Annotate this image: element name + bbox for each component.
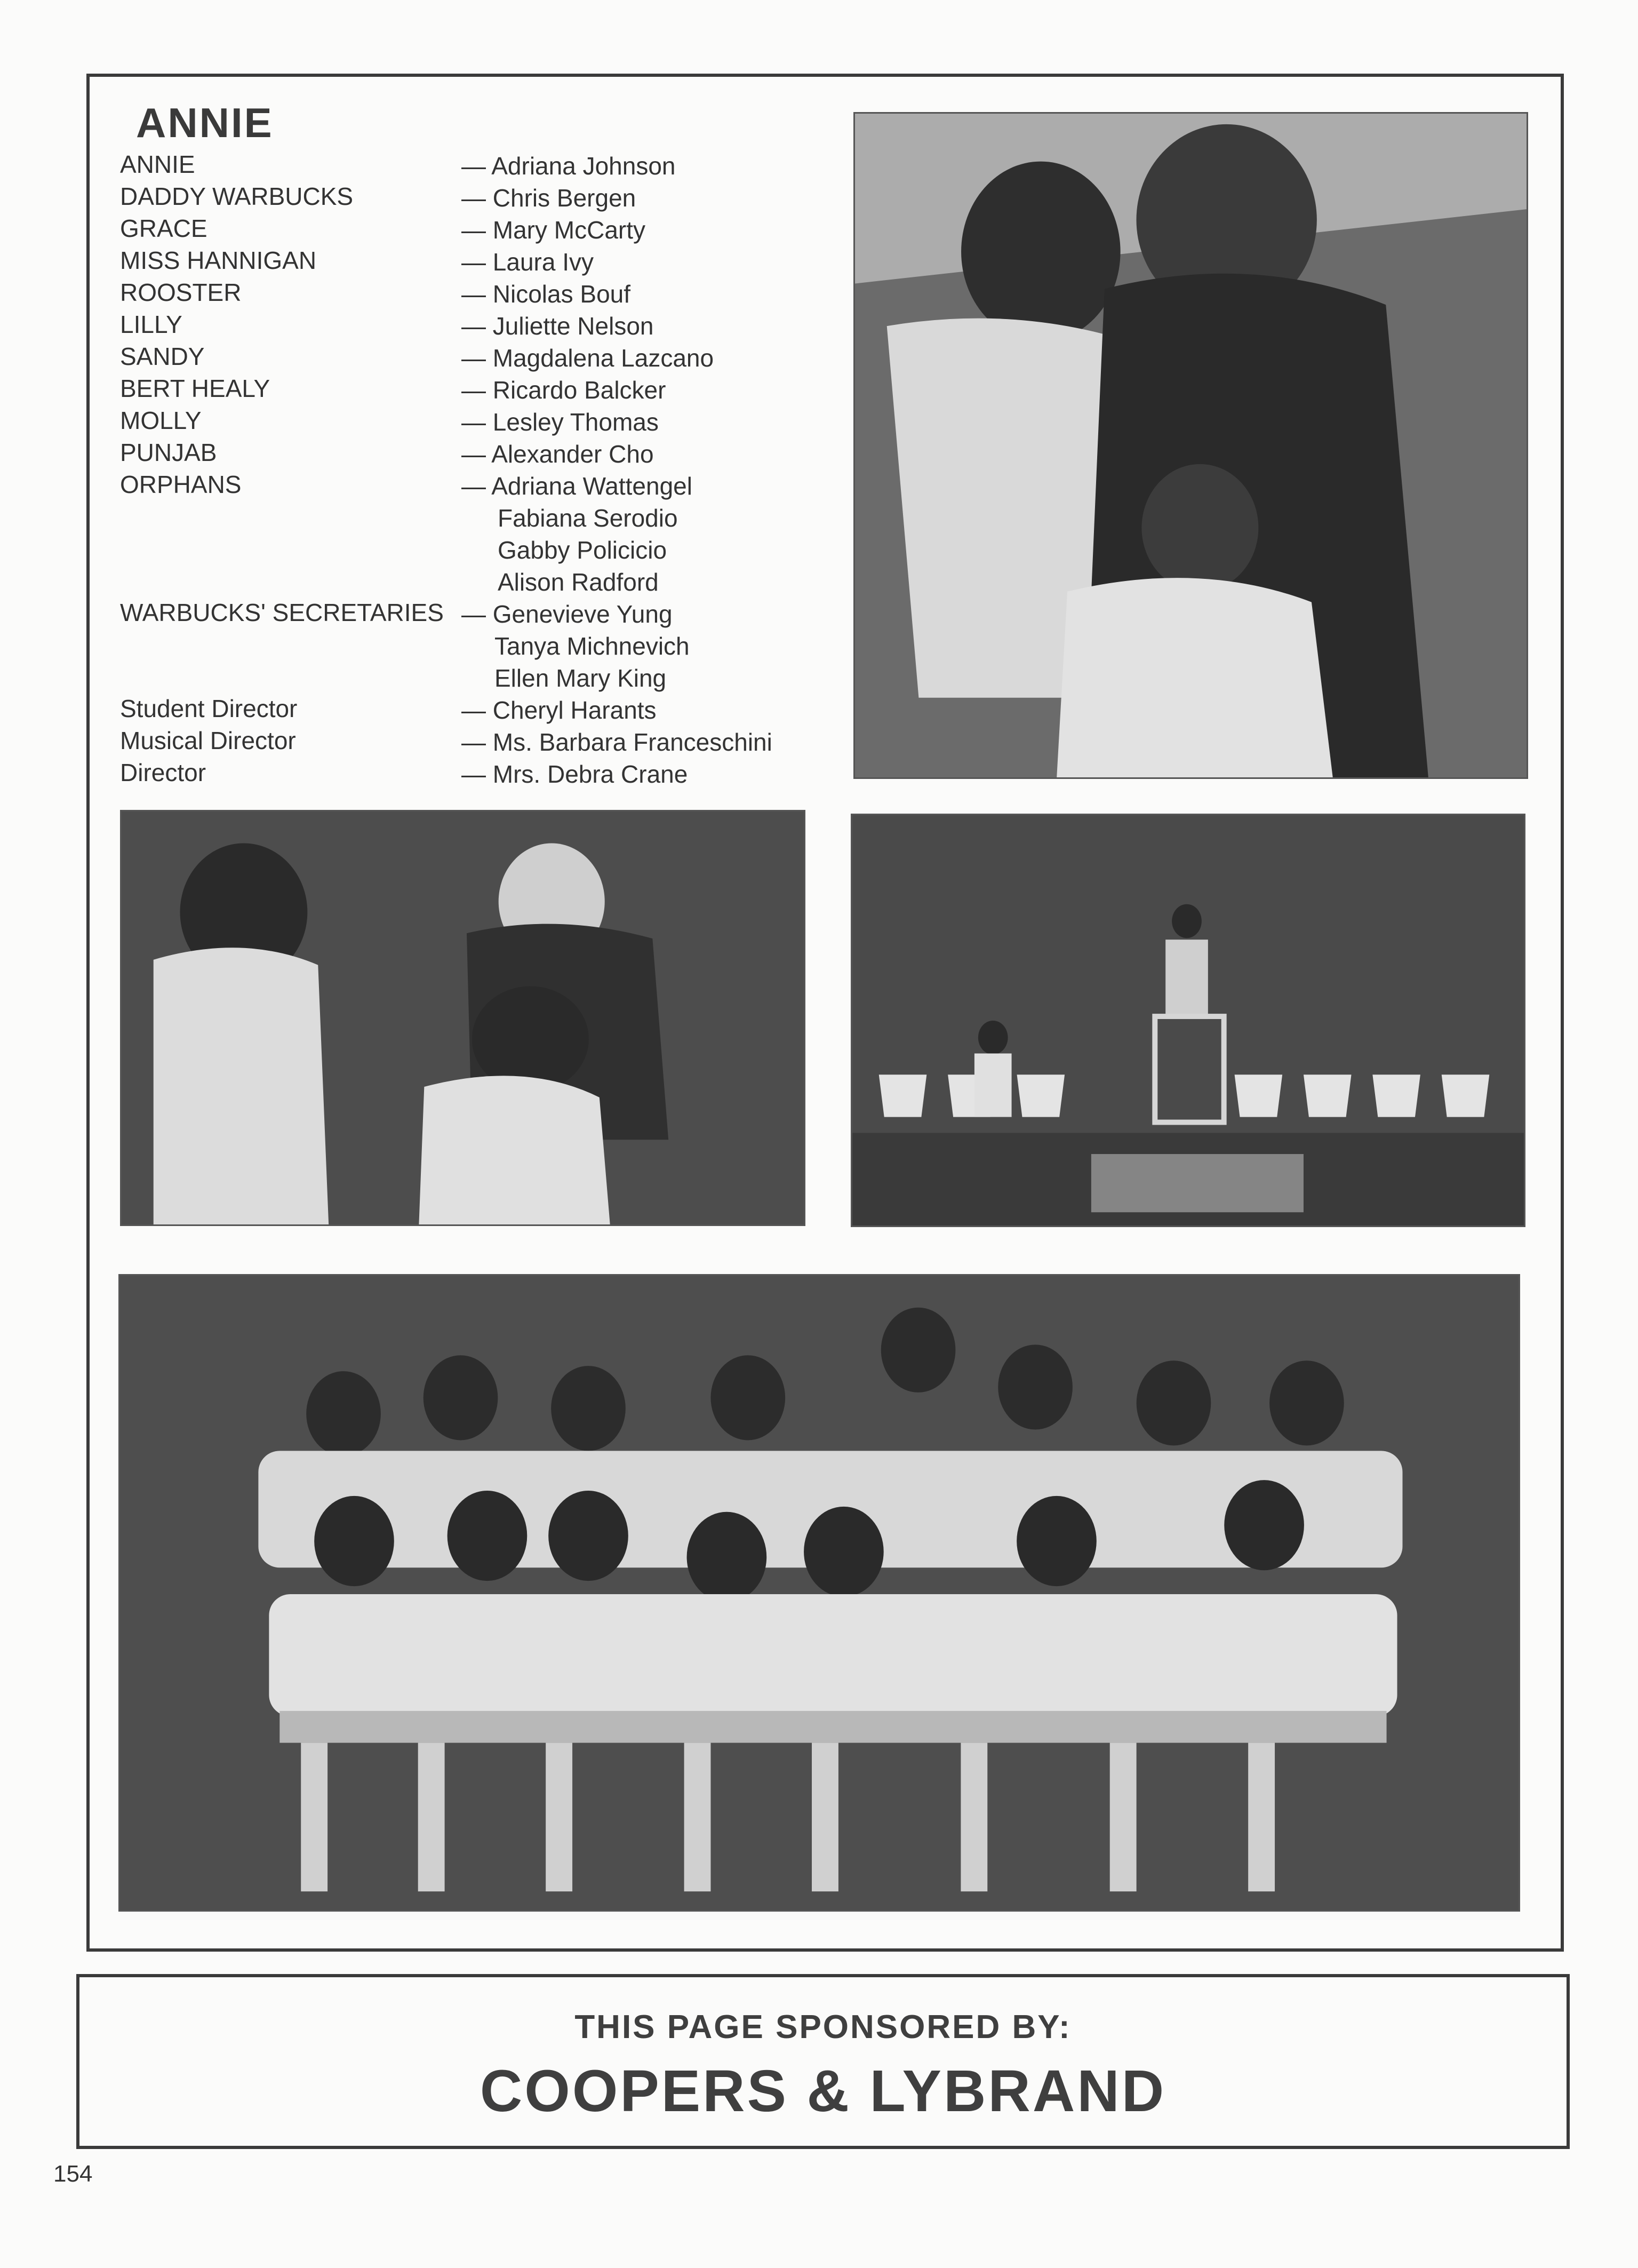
sponsor-label: THIS PAGE SPONSORED BY: <box>574 2009 1072 2046</box>
cast-actor: Fabiana Serodio <box>498 504 678 532</box>
cast-role: MISS HANNIGAN <box>120 246 317 274</box>
cast-actor: Alison Radford <box>498 568 659 596</box>
cast-actor: — Ms. Barbara Franceschini <box>461 728 772 756</box>
cast-actor: — Lesley Thomas <box>461 408 659 436</box>
cast-role: Musical Director <box>120 727 296 754</box>
cast-role: Student Director <box>120 695 298 722</box>
cast-role: WARBUCKS' SECRETARIES <box>120 599 444 626</box>
cast-actor: — Chris Bergen <box>461 184 636 212</box>
cast-actor: — Adriana Wattengel <box>461 472 692 500</box>
cast-actor: Gabby Policicio <box>498 536 667 564</box>
cast-role: MOLLY <box>120 407 202 434</box>
photo-stage-chairs <box>851 814 1525 1227</box>
cast-actor: — Genevieve Yung <box>461 600 673 628</box>
cast-actor: — Mary McCarty <box>461 216 645 244</box>
photo-figures <box>855 114 1527 777</box>
cast-actor: — Juliette Nelson <box>461 312 654 340</box>
cast-actor: — Laura Ivy <box>461 248 594 276</box>
cast-title: ANNIE <box>136 99 274 146</box>
sponsor-box <box>76 1974 1570 2149</box>
cast-actor: — Alexander Cho <box>461 440 654 468</box>
photo-figures <box>122 811 804 1224</box>
photo-figures <box>852 815 1524 1225</box>
sponsor-name: COOPERS & LYBRAND <box>480 2058 1166 2124</box>
photo-warbucks-hannigan <box>853 112 1528 779</box>
cast-actor: — Nicolas Bouf <box>461 280 631 308</box>
photo-orphans-group <box>118 1274 1520 1912</box>
cast-actor: — Magdalena Lazcano <box>461 344 714 372</box>
cast-role: SANDY <box>120 343 205 370</box>
page-number: 154 <box>53 2161 93 2187</box>
cast-actor: Tanya Michnevich <box>494 632 690 660</box>
cast-role: LILLY <box>120 311 182 338</box>
cast-actor: — Mrs. Debra Crane <box>461 760 688 788</box>
cast-actor: Ellen Mary King <box>494 664 667 692</box>
cast-actor: — Cheryl Harants <box>461 696 657 724</box>
cast-role: GRACE <box>120 214 207 242</box>
cast-role: DADDY WARBUCKS <box>120 182 354 210</box>
cast-role: Director <box>120 759 206 786</box>
cast-role: ANNIE <box>120 150 195 178</box>
cast-role: BERT HEALY <box>120 375 270 402</box>
cast-role: PUNJAB <box>120 439 217 466</box>
photo-figures <box>120 1276 1519 1910</box>
cast-actor: — Ricardo Balcker <box>461 376 666 404</box>
cast-role: ORPHANS <box>120 471 242 498</box>
cast-actor: — Adriana Johnson <box>461 152 676 180</box>
cast-role: ROOSTER <box>120 278 242 306</box>
photo-orphan-scene <box>120 810 805 1226</box>
